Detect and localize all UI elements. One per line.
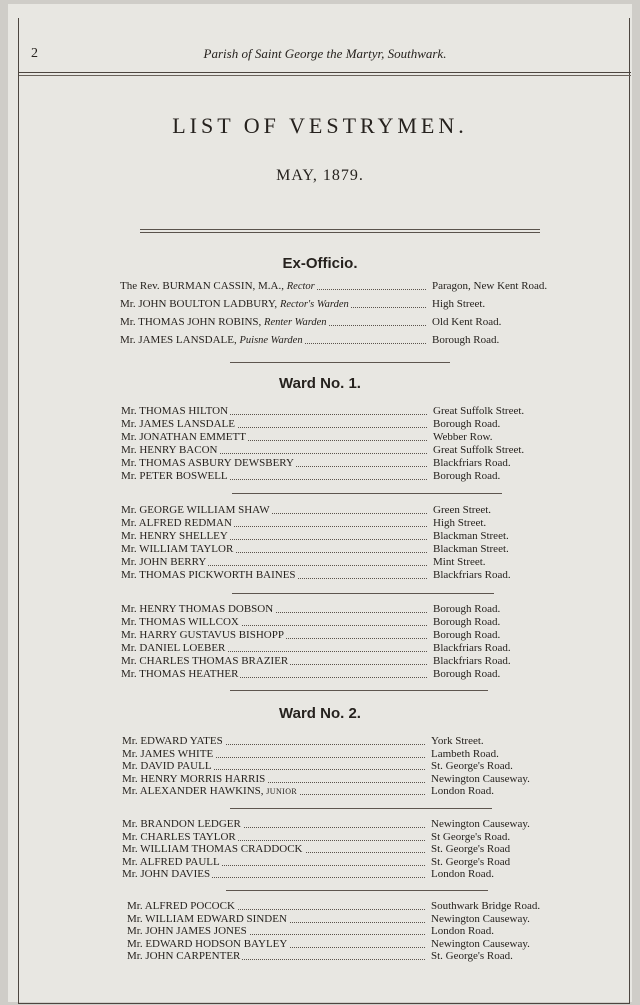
vestryman-entry <box>121 443 600 457</box>
vestryman-address: Webber Row. <box>433 431 493 443</box>
vestryman-entry <box>121 404 600 418</box>
vestryman-address: London Road. <box>431 868 494 880</box>
vestryman-name: Mr. WILLIAM TAYLOR <box>121 543 234 555</box>
vestryman-address: Green Street. <box>433 504 492 516</box>
vestryman-entry <box>121 503 600 517</box>
vestryman-name: Mr. HENRY SHELLEY <box>121 530 228 542</box>
vestryman-name-cell <box>121 503 272 517</box>
vestryman-address: Blackfriars Road. <box>433 642 511 654</box>
group-rule <box>232 593 494 594</box>
vestryman-name: Mr. JOHN JAMES JONES <box>127 925 247 937</box>
vestryman-role: Rector's Warden <box>279 299 349 310</box>
vestryman-address: High Street. <box>433 517 487 529</box>
vestryman-name-cell <box>121 469 230 483</box>
vestryman-name: Mr. HENRY THOMAS DOBSON <box>121 603 274 615</box>
vestryman-name-cell <box>121 456 296 470</box>
vestryman-entry <box>127 949 600 963</box>
vestryman-address: Newington Causeway. <box>431 912 530 925</box>
vestryman-name: Mr. HENRY MORRIS HARRIS <box>122 772 266 785</box>
heading-ward-2: Ward No. 2. <box>279 705 361 722</box>
running-title: Parish of Saint George the Martyr, Southwark. <box>203 46 447 61</box>
vestryman-entry <box>122 784 600 798</box>
vestryman-entry <box>122 867 600 881</box>
vestryman-name-cell <box>121 542 235 556</box>
vestryman-address: Great Suffolk Street. <box>433 405 525 417</box>
vestryman-address: Newington Causeway. <box>431 818 530 830</box>
vestryman-name-cell <box>120 333 305 348</box>
vestryman-role: Rector <box>286 281 315 292</box>
title-double-rule <box>140 229 540 233</box>
vestryman-name: Mr. THOMAS HILTON <box>121 405 229 417</box>
vestryman-entry <box>121 641 600 655</box>
vestryman-entry <box>121 456 600 470</box>
vestryman-address: Mint Street. <box>433 556 486 568</box>
vestryman-name-cell <box>121 443 219 457</box>
vestryman-name: Mr. PETER BOSWELL <box>121 470 228 482</box>
vestryman-entry <box>121 417 600 431</box>
vestryman-name: Mr. DAVID PAULL <box>122 760 212 772</box>
vestryman-name: Mr. CHARLES TAYLOR <box>122 830 236 843</box>
vestryman-address: Borough Road. <box>432 334 500 346</box>
vestryman-name-cell <box>120 315 329 330</box>
vestryman-name: Mr. THOMAS JOHN ROBINS, <box>120 316 262 328</box>
vestryman-name: Mr. CHARLES THOMAS BRAZIER <box>121 655 289 667</box>
heading-ex-officio: Ex-Officio. <box>282 255 358 272</box>
vestryman-name: Mr. WILLIAM EDWARD SINDEN <box>127 912 287 925</box>
vestryman-name-cell <box>121 568 298 582</box>
vestryman-address: Borough Road. <box>433 629 501 641</box>
vestryman-address: Great Suffolk Street. <box>433 444 525 456</box>
vestryman-name: Mr. JAMES LANSDALE, <box>120 334 237 346</box>
vestryman-address: St. George's Road. <box>431 760 513 772</box>
vestryman-name-cell <box>121 628 286 642</box>
vestryman-name-cell <box>121 529 230 543</box>
vestryman-entry <box>121 615 600 629</box>
vestryman-name: Mr. WILLIAM THOMAS CRADDOCK <box>122 843 303 855</box>
vestryman-entry <box>121 628 600 642</box>
vestryman-address: Borough Road. <box>433 418 501 430</box>
vestryman-name-cell <box>121 615 241 629</box>
vestryman-name-cell <box>120 297 351 312</box>
vestryman-address: Blackfriars Road. <box>433 569 511 581</box>
vestryman-name: Mr. JAMES WHITE <box>122 747 214 760</box>
vestryman-name: Mr. ALFRED POCOCK <box>127 900 235 912</box>
vestryman-name-cell <box>121 555 208 569</box>
vestryman-name-cell <box>121 417 237 431</box>
vestryman-name-cell <box>121 654 290 668</box>
header-rule <box>19 75 631 76</box>
vestryman-address: Borough Road. <box>433 668 501 680</box>
vestryman-name-cell <box>120 279 317 294</box>
section-rule <box>230 362 450 363</box>
vestryman-name-cell <box>121 404 230 418</box>
vestryman-address: Southwark Bridge Road. <box>431 900 541 912</box>
vestryman-name: Mr. THOMAS HEATHER <box>121 668 239 680</box>
vestryman-address: London Road. <box>431 785 494 797</box>
vestryman-name: Mr. JONATHAN EMMETT <box>121 431 246 443</box>
vestryman-name: Mr. JOHN DAVIES <box>122 868 211 880</box>
vestryman-address: Blackman Street. <box>433 543 509 555</box>
vestryman-name: Mr. JOHN BOULTON LADBURY, <box>120 298 278 310</box>
vestryman-address: Borough Road. <box>433 603 501 615</box>
section-rule <box>230 690 488 691</box>
vestryman-address: St. George's Road <box>431 843 511 855</box>
vestryman-name: Mr. HENRY BACON <box>121 444 218 456</box>
vestryman-entry <box>121 469 600 483</box>
vestryman-address: Blackfriars Road. <box>433 655 511 667</box>
vestryman-name: Mr. THOMAS WILLCOX <box>121 616 239 628</box>
vestryman-name-cell <box>122 867 212 881</box>
group-rule <box>232 493 502 494</box>
vestryman-address: Borough Road. <box>433 616 501 628</box>
vestryman-name: Mr. BRANDON LEDGER <box>122 818 241 830</box>
page-number: 2 <box>31 46 38 61</box>
vestryman-name-cell <box>121 641 227 655</box>
vestryman-name-cell <box>122 784 299 799</box>
vestryman-name: Mr. JAMES LANSDALE <box>121 418 235 430</box>
vestryman-entry <box>121 430 600 444</box>
vestryman-name: Mr. EDWARD HODSON BAYLEY <box>127 937 288 950</box>
vestryman-name: Mr. JOHN CARPENTER <box>127 950 241 962</box>
vestryman-address: London Road. <box>431 925 494 937</box>
vestryman-entry <box>121 602 600 616</box>
vestryman-address: Blackfriars Road. <box>433 457 511 469</box>
vestryman-name-cell <box>121 667 240 681</box>
vestryman-entry <box>120 315 600 329</box>
vestryman-name: Mr. ALFRED PAULL <box>122 855 220 868</box>
vestryman-name: Mr. JOHN BERRY <box>121 556 207 568</box>
running-header <box>19 38 631 73</box>
vestryman-name: Mr. ALEXANDER HAWKINS, <box>122 785 264 797</box>
vestryman-entry <box>121 529 600 543</box>
vestryman-entry <box>121 516 600 530</box>
group-rule <box>230 808 492 809</box>
vestryman-address: St. George's Road <box>431 855 511 868</box>
vestryman-address: Paragon, New Kent Road. <box>432 280 548 292</box>
vestryman-address: Blackman Street. <box>433 530 509 542</box>
vestryman-name: Mr. EDWARD YATES <box>122 735 223 747</box>
vestryman-name: Mr. ALFRED REDMAN <box>121 517 232 529</box>
vestryman-entry <box>121 555 600 569</box>
vestryman-entry <box>121 654 600 668</box>
vestryman-address: Borough Road. <box>433 470 501 482</box>
vestryman-address: St. George's Road. <box>431 950 513 962</box>
vestryman-address: St George's Road. <box>431 830 511 843</box>
page-date: MAY, 1879. <box>276 167 364 184</box>
vestryman-address: Old Kent Road. <box>432 316 502 328</box>
vestryman-address: Lambeth Road. <box>431 747 499 760</box>
vestryman-name-cell <box>127 949 242 963</box>
vestryman-name: Mr. THOMAS ASBURY DEWSBERY <box>121 457 294 469</box>
vestryman-address: High Street. <box>432 298 486 310</box>
vestryman-entry <box>120 279 600 293</box>
vestryman-name-cell <box>121 430 248 444</box>
vestryman-entry <box>121 667 600 681</box>
vestryman-name-cell <box>121 602 275 616</box>
group-rule <box>226 890 488 891</box>
vestryman-name: Mr. THOMAS PICKWORTH BAINES <box>121 569 296 581</box>
vestryman-address: Newington Causeway. <box>431 937 530 950</box>
heading-ward-1: Ward No. 1. <box>279 375 361 392</box>
vestryman-name: Mr. HARRY GUSTAVUS BISHOPP <box>121 629 284 641</box>
vestryman-name: Mr. DANIEL LOEBER <box>121 642 226 654</box>
vestryman-entry <box>120 333 600 347</box>
vestryman-suffix: JUNIOR <box>266 787 298 796</box>
vestryman-name: Mr. GEORGE WILLIAM SHAW <box>121 504 270 516</box>
vestryman-role: Renter Warden <box>264 317 327 328</box>
vestryman-name-cell <box>121 516 234 530</box>
vestryman-address: York Street. <box>431 735 484 747</box>
vestryman-entry <box>121 568 600 582</box>
vestryman-entry <box>120 297 600 311</box>
vestryman-name: The Rev. BURMAN CASSIN, M.A., <box>120 280 284 292</box>
vestryman-entry <box>121 542 600 556</box>
vestryman-address: Newington Causeway. <box>431 772 530 785</box>
page-title: LIST OF VESTRYMEN. <box>172 113 468 138</box>
vestryman-role: Puisne Warden <box>239 335 303 346</box>
